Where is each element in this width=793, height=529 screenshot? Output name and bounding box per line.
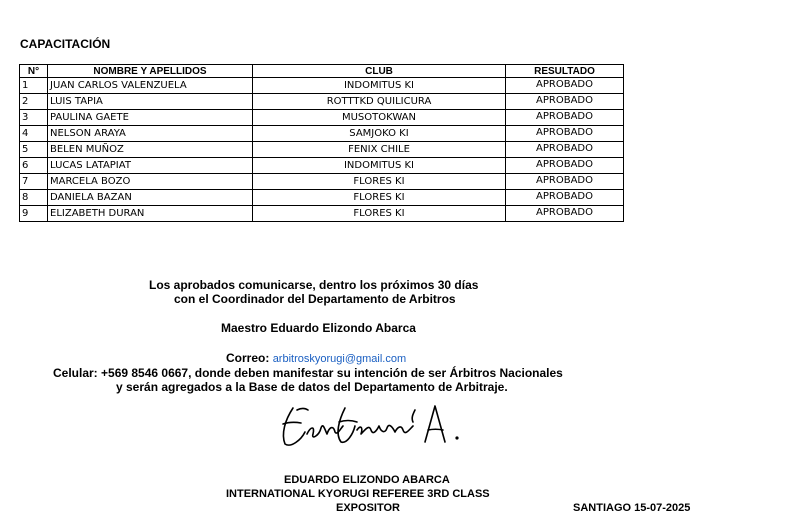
row-club: INDOMITUS KI: [253, 78, 506, 94]
notice-line-2: con el Coordinador del Departamento de Arbitros: [174, 292, 456, 306]
email-line: [226, 351, 406, 365]
header-name: NOMBRE Y APELLIDOS: [48, 65, 253, 78]
row-name: JUAN CARLOS VALENZUELA: [48, 78, 253, 94]
row-result: APROBADO: [506, 126, 624, 142]
row-number: 6: [20, 158, 48, 174]
table-row: [20, 94, 624, 110]
row-club: FLORES KI: [253, 190, 506, 206]
table-row: [20, 190, 624, 206]
table-row: [20, 158, 624, 174]
row-number: 5: [20, 142, 48, 158]
notice-line-1: Los aprobados comunicarse, dentro los próximos 30 días: [149, 278, 479, 292]
place-date: SANTIAGO 15-07-2025: [573, 502, 691, 514]
email-link[interactable]: arbitroskyorugi@gmail.com: [272, 353, 407, 365]
row-number: 8: [20, 190, 48, 206]
results-table: [19, 64, 624, 222]
table-row: [20, 78, 624, 94]
row-number: 1: [20, 78, 48, 94]
row-result: APROBADO: [506, 142, 624, 158]
row-result: APROBADO: [506, 158, 624, 174]
row-result: APROBADO: [506, 206, 624, 222]
table-header-row: [20, 65, 624, 78]
signer-role: EXPOSITOR: [336, 502, 400, 514]
row-club: INDOMITUS KI: [253, 158, 506, 174]
notice-line-3: Celular: +569 8546 0667, donde deben manifestar su intención de ser Árbitros Nacionales: [53, 366, 563, 380]
row-number: 2: [20, 94, 48, 110]
header-club: CLUB: [253, 65, 506, 78]
row-name: NELSON ARAYA: [48, 126, 253, 142]
row-name: LUIS TAPIA: [48, 94, 253, 110]
table-row: [20, 142, 624, 158]
header-number: N°: [20, 65, 48, 78]
signer-title: INTERNATIONAL KYORUGI REFEREE 3RD CLASS: [226, 488, 490, 500]
row-club: FLORES KI: [253, 206, 506, 222]
row-name: MARCELA BOZO: [48, 174, 253, 190]
table-row: [20, 110, 624, 126]
row-club: SAMJOKO KI: [253, 126, 506, 142]
row-result: APROBADO: [506, 174, 624, 190]
row-name: PAULINA GAETE: [48, 110, 253, 126]
row-number: 4: [20, 126, 48, 142]
signer-name: EDUARDO ELIZONDO ABARCA: [284, 474, 450, 486]
row-number: 3: [20, 110, 48, 126]
row-club: ROTTTKD QUILICURA: [253, 94, 506, 110]
table-row: [20, 126, 624, 142]
row-name: DANIELA BAZAN: [48, 190, 253, 206]
notice-line-4: y serán agregados a la Base de datos del Departamento de Arbitraje.: [116, 380, 508, 394]
row-name: BELEN MUÑOZ: [48, 142, 253, 158]
table-row: [20, 206, 624, 222]
section-title: CAPACITACIÓN: [20, 37, 111, 51]
row-result: APROBADO: [506, 94, 624, 110]
row-club: FENIX CHILE: [253, 142, 506, 158]
row-number: 7: [20, 174, 48, 190]
row-number: 9: [20, 206, 48, 222]
signature: [275, 400, 475, 452]
row-result: APROBADO: [506, 110, 624, 126]
master-name: Maestro Eduardo Elizondo Abarca: [221, 321, 416, 335]
row-club: FLORES KI: [253, 174, 506, 190]
row-result: APROBADO: [506, 190, 624, 206]
header-result: RESULTADO: [506, 65, 624, 78]
email-label: Correo:: [226, 351, 270, 365]
row-club: MUSOTOKWAN: [253, 110, 506, 126]
row-name: LUCAS LATAPIAT: [48, 158, 253, 174]
row-result: APROBADO: [506, 78, 624, 94]
table-row: [20, 174, 624, 190]
row-name: ELIZABETH DURAN: [48, 206, 253, 222]
